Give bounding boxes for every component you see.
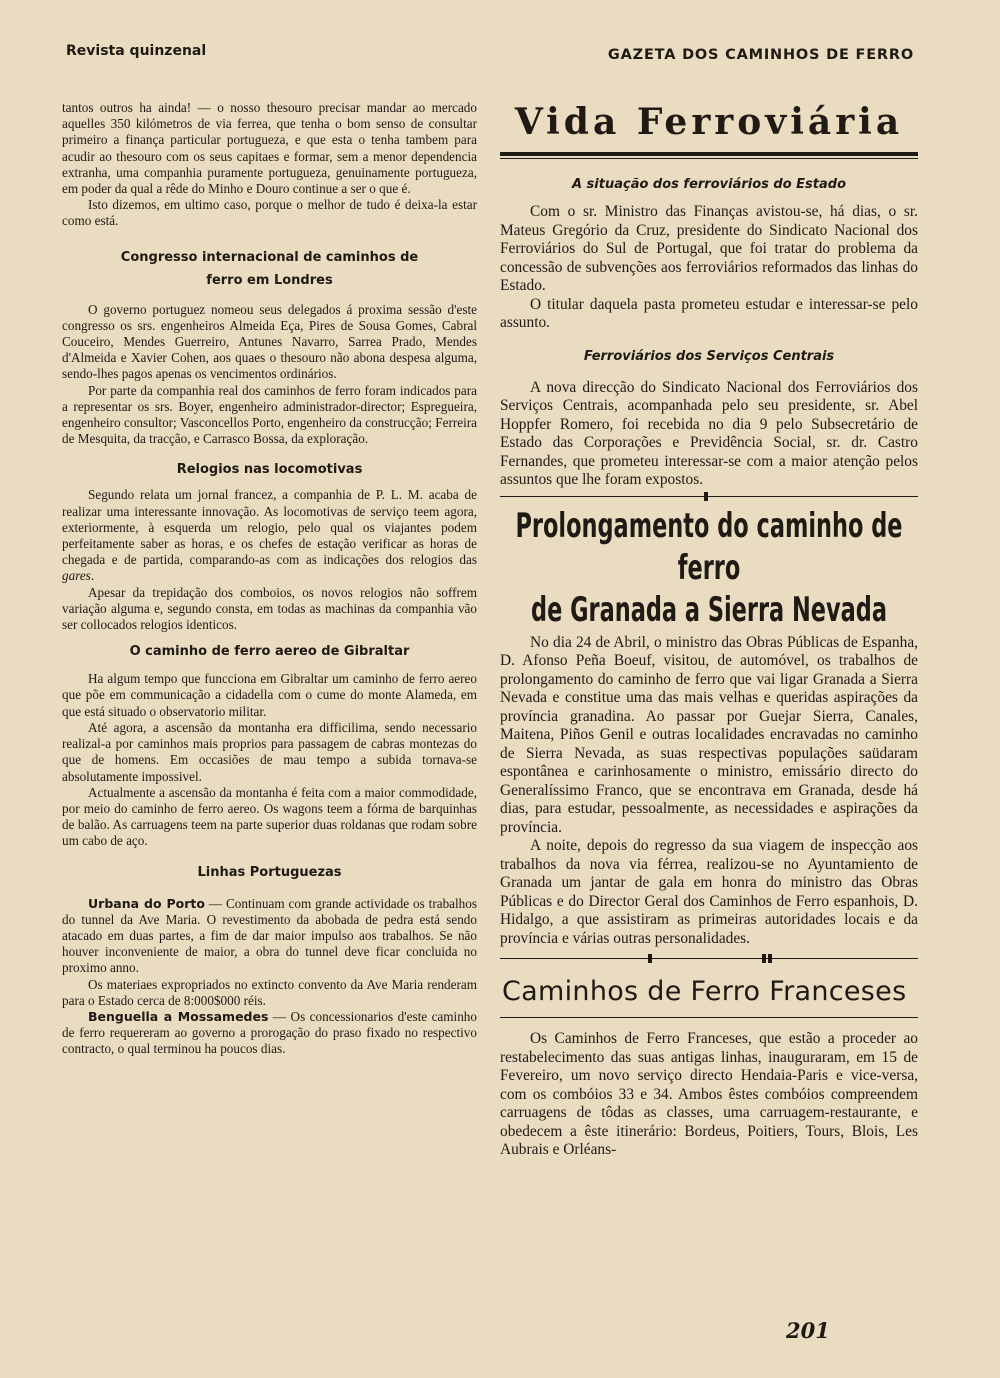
situacao-heading: A situação dos ferroviários do Estado	[571, 177, 847, 192]
article-paragraph: Os materiaes expropriados no extincto convento da Ave Maria renderam para o Estado cerca de 8:000$000 réis.	[62, 976, 477, 1008]
gibraltar-heading: O caminho de ferro aereo de Gibraltar	[129, 644, 410, 660]
left-column	[62, 100, 477, 1058]
article-paragraph: O titular daquela pasta prometeu estudar e interessar-se pelo assunto.	[500, 295, 918, 331]
article-paragraph: Com o sr. Ministro das Finanças avistou-se, há dias, o sr. Mateus Gregório da Cruz, presidente do Sindicato Nacional dos Ferroviários do Sul de Portugal, que foi tratar do problema da concessão de subvenções aos ferroviários reformados das linhas do Estado.	[500, 203, 918, 294]
headline-line: de Granada a Sierra Nevada	[531, 589, 887, 630]
article-paragraph: A nova direcção do Sindicato Nacional dos Ferroviários dos Serviços Centrais, acompanhada pelo seu presidente, sr. Abel Hoppfer Romero, foi recebida no dia 9 pelo Subsecretário de Estado das Corporações e Previdência Social, sr. dr. Castro Fernandes, que prometeu interessar-se com a maior atenção pelos assuntos que lhe foram expostos.	[500, 378, 918, 488]
page-number: 201	[786, 1318, 830, 1343]
article-paragraph: Actualmente a ascensão da montanha é feita com a maior commodidade, por meio do caminho de ferro aereo. Os wagons teem a fórma de barquinhas de balão. As carruagens teem na parte superior duas roldanas que rodam sobre um cabo de aço.	[62, 784, 477, 849]
urbana-label: Urbana do Porto	[88, 895, 205, 911]
benguella-label: Benguella a Mossamedes	[88, 1008, 269, 1024]
italic-word: gares	[62, 568, 91, 584]
section-separator	[500, 496, 918, 497]
right-column	[500, 96, 918, 1160]
article-paragraph: No dia 24 de Abril, o ministro das Obras Públicas de Espanha, D. Afonso Peña Boeuf, visitou, de automóvel, os trabalhos de prolongamento do caminho de ferro que vai ligar Granada a Sierra Nevada e constitue uma das mais velhas e queridas aspirações da província granadina. Ao passar por Guejar Sierra, Canales, Maitena, Piños Genil e outras localidades encravadas no caminho de Sierra Nevada, as suas respectivas populações saüdaram espontânea e carinhosamente o ministro, emissário directo do Generalíssimo Franco, que se encontrava em Granada, desde há dias, para estudar, pessoalmente, as necessidades e aspirações da província.	[500, 633, 918, 836]
article-paragraph: Apesar da trepidação dos comboios, os novos relogios não soffrem variação alguma e, segundo consta, em todas as machinas da companhia vão ser collocados relogios identicos.	[62, 584, 477, 633]
headline-line: Prolongamento do caminho de ferro	[515, 505, 903, 588]
franceses-headline: Caminhos de Ferro Franceses	[502, 976, 907, 1007]
intro-paragraph: Isto dizemos, em ultimo caso, porque o melhor de tudo é deixa-la estar como está.	[62, 197, 477, 229]
linhas-heading: Linhas Portuguezas	[197, 864, 342, 880]
vida-ferroviaria-title: Vida Ferroviária	[514, 101, 904, 143]
relogios-heading: Relogios nas locomotivas	[176, 462, 363, 478]
article-paragraph: O governo portuguez nomeou seus delegados á proxima sessão d'este congresso os srs. engenheiros Almeida Eça, Pires de Sousa Gomes, Cabral Couceiro, Mendes Guerreiro, Antunes Navarro, Sarrea Prado, Mendes d'Almeida e Xavier Cohen, aos quaes o thesouro não abona despesa alguma, sendo-lhes pagos apenas os vencimentos ordinários.	[62, 301, 477, 382]
header-masthead: GAZETA DOS CAMINHOS DE FERRO	[607, 47, 914, 63]
article-paragraph: Urbana do Porto — Continuam com grande actividade os trabalhos do tunnel da Ave Maria. O revestimento da abobada de pedra está sendo atacado em duas partes, a fim de dar maior impulso aos trabalhos. Se não houver inconveniente de maior, a obra do tunnel deve ficar concluida no proximo anno.	[62, 895, 477, 976]
article-paragraph: Até agora, a ascensão da montanha era difficilima, sendo necessario realizal-a por caminhos mais proprios para passagem de cabras montezas do que de homens. Em occasiões de mau tempo a subida tornava-se absolutamente impossivel.	[62, 719, 477, 784]
title-rule	[500, 152, 918, 156]
article-paragraph: A noite, depois do regresso da sua viagem de inspecção aos trabalhos da nova via férrea, realizou-se no Ayuntamiento de Granada um jantar de gala em honra do ministro das Obras Públicas e do Director Geral dos Caminhos de Ferro espanhois, D. Hidalgo, a que assistiram as primeiras autoridades locais e da província e várias outras personalidades.	[500, 837, 918, 947]
congresso-heading: Congresso internacional de caminhos de ferro em Londres	[120, 249, 419, 288]
servicos-heading: Ferroviários dos Serviços Centrais	[583, 348, 835, 364]
headline-underline	[500, 1017, 918, 1018]
title-rule-thin	[500, 158, 918, 159]
article-paragraph: Benguella a Mossamedes — Os concessionarios d'este caminho de ferro requereram ao governo a prorogação do praso fixado no respectivo contracto, o qual terminou ha poucos dias.	[62, 1008, 477, 1057]
article-paragraph: Ha algum tempo que funcciona em Gibraltar um caminho de ferro aereo que põe em communicação a cidadella com o cume do monte Alameda, em que está situado o observatorio militar.	[62, 671, 477, 719]
article-paragraph: Segundo relata um jornal francez, a companhia de P. L. M. acaba de realizar uma interessante innovação. As locomotivas de serviço teem agora, exteriormente, à esquerda um relogio, pelo qual os viajantes podem perfeitamente saber as horas, e os chefes de estação verificar as horas de chegada e de partida, comparando-as com as indicações dos relogios das gares.	[62, 487, 477, 584]
header-publication-frequency: Revista quinzenal	[66, 43, 207, 59]
article-paragraph: Por parte da companhia real dos caminhos de ferro foram indicados para a representar os srs. Boyer, engenheiro administrador-director; Espregueira, engenheiro consultor; Vasconcellos Porto, engenheiro da construcção; Ferreira de Mesquita, da tracção, e Carrasco Bossa, da exploração.	[62, 382, 477, 447]
article-paragraph: Os Caminhos de Ferro Franceses, que estão a proceder ao restabelecimento das suas antigas linhas, inauguraram, em 15 de Fevereiro, um novo serviço directo Hendaia-Paris e vice-versa, com os combóios 33 e 34. Ambos êstes combóios compreendem carruagens de tôdas as classes, uma carruagem-restaurante, e obedecem a êste itinerário: Bordeus, Poitiers, Tours, Blois, Les Aubrais e Orléans-	[500, 1030, 918, 1158]
section-separator	[500, 958, 918, 959]
prolongamento-headline	[504, 505, 913, 631]
intro-paragraph: tantos outros ha ainda! — o nosso thesouro precisar mandar ao mercado aquelles 350 kilómetros de via ferrea, que tenha o bom senso de consultar primeiro a finança particular portugueza, e que esta o tenha tambem para acudir ao thesouro com os seus capitaes e formar, sem a menor dependencia extranha, uma companhia puramente portugueza, genuinamente portugueza, em poder da qual a rêde do Minho e Douro continue a ser o que é.	[62, 100, 477, 197]
